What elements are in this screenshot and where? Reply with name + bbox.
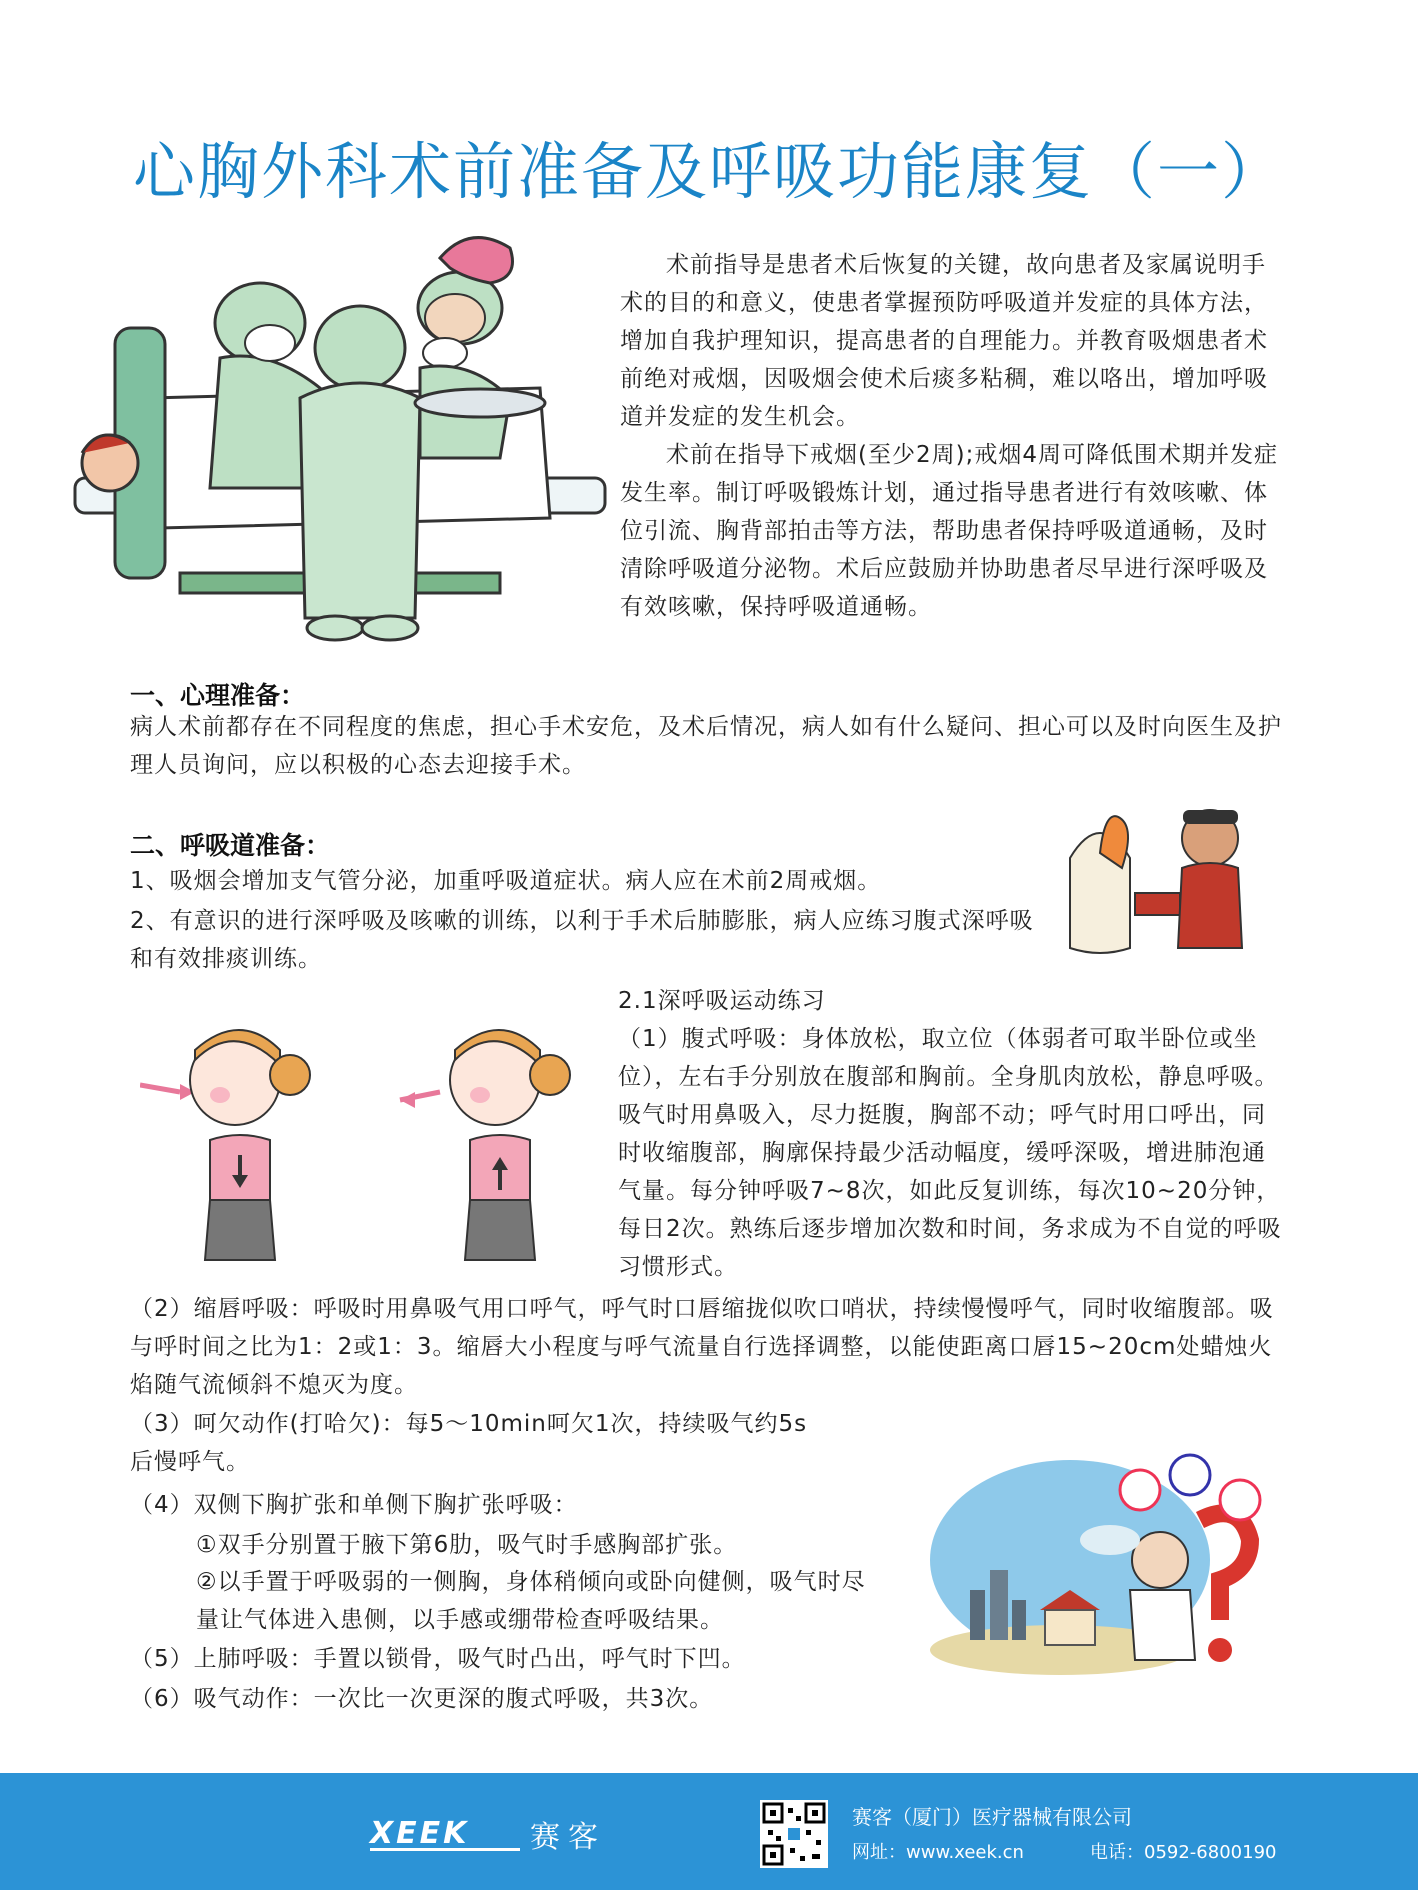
website-link[interactable]: 网址：www.xeek.cn [852,1842,1024,1863]
no-smoking-illustration [1060,798,1250,960]
exercise-item-4b: ②以手置于呼吸弱的一侧胸，身体稍倾向或卧向健侧，吸气时尽量让气体进入患侧，以手感或绷带检查呼吸结果。 [196,1569,866,1633]
section2-item-1: 1、吸烟会增加支气管分泌，加重呼吸道症状。病人应在术前2周戒烟。 [130,868,882,894]
company-name: 赛客（厦门）医疗器械有限公司 [852,1805,1132,1829]
phone-number: 电话：0592-6800190 [1090,1842,1277,1863]
footer-bar [0,1773,1418,1890]
exercise-item-5: （5）上肺呼吸：手置以锁骨，吸气时凸出，呼气时下凹。 [130,1646,746,1672]
section1-heading: 一、心理准备： [130,681,306,710]
section1-body: 病人术前都存在不同程度的焦虑，担心手术安危，及术后情况，病人如有什么疑问、担心可以及时向医生及护理人员询问，应以积极的心态去迎接手术。 [130,714,1282,778]
intro-text [620,246,1282,626]
girl-exhale-figure [400,1030,570,1260]
exercise-item-4a: ①双手分别置于腋下第6肋，吸气时手感胸部扩张。 [196,1532,738,1558]
qr-code-icon [760,1800,828,1868]
page-title: 心胸外科术前准备及呼吸功能康复（一） [132,135,1285,208]
exercise-item-1: （1）腹式呼吸：身体放松，取立位（体弱者可取半卧位或坐位），左右手分别放在腹部和胸前。全身肌肉放松，静息呼吸。吸气时用鼻吸入，尽力挺腹，胸部不动；呼气时用口呼出，同时收缩腹部，胸廓保持最少活动幅度，缓呼深吸，增进肺泡通气量。每分钟呼吸7~8次，如此反复训练，每次10~20分钟，每日2次。熟练后逐步增加次数和时间，务求成为不自觉的呼吸习惯形式。 [618,1026,1282,1280]
exercise-item-2: （2）缩唇呼吸：呼吸时用鼻吸气用口呼气，呼气时口唇缩拢似吹口哨状，持续慢慢呼气，同时收缩腹部。吸与呼时间之比为1：2或1：3。缩唇大小程度与呼气流量自行选择调整，以能使距离口唇15~20cm处蜡烛火焰随气流倾斜不熄灭为度。 [130,1296,1274,1398]
brand-logo: XEEK [370,1816,470,1851]
intro-paragraph-2: 术前在指导下戒烟(至少2周);戒烟4周可降低围术期并发症发生率。制订呼吸锻炼计划，通过指导患者进行有效咳嗽、体位引流、胸背部拍击等方法，帮助患者保持呼吸道通畅，及时清除呼吸道分泌物。术后应鼓励并协助患者尽早进行深呼吸及有效咳嗽，保持呼吸道通畅。 [620,442,1278,620]
intro-paragraph-1: 术前指导是患者术后恢复的关键，故向患者及家属说明手术的目的和意义，使患者掌握预防呼吸道并发症的具体方法，增加自我护理知识，提高患者的自理能力。并教育吸烟患者术前绝对戒烟，因吸烟会使术后痰多粘稠，难以咯出，增加呼吸道并发症的发生机会。 [620,252,1268,430]
exercise-item-4: （4）双侧下胸扩张和单侧下胸扩张呼吸： [130,1492,578,1518]
exercise-item-3: （3）呵欠动作(打哈欠)：每5～10min呵欠1次，持续吸气约5s [130,1411,808,1437]
exercise-item-6: （6）吸气动作：一次比一次更深的腹式呼吸，共3次。 [130,1686,714,1712]
section2-item-2: 2、有意识的进行深呼吸及咳嗽的训练，以利于手术后肺膨胀，病人应练习腹式深呼吸和有效排痰训练。 [130,908,1034,972]
abdominal-breathing-illustration [140,1020,580,1270]
girl-inhale-figure [140,1030,310,1260]
section2-heading: 二、呼吸道准备： [130,831,331,860]
thinking-man-illustration [930,1450,1270,1680]
exercise-item-3-cont: 后慢呼气。 [130,1449,250,1475]
surgery-illustration [70,228,610,648]
brand-logo-cn: 赛客 [530,1820,606,1855]
exercise-subtitle: 2.1深呼吸运动练习 [618,988,826,1014]
